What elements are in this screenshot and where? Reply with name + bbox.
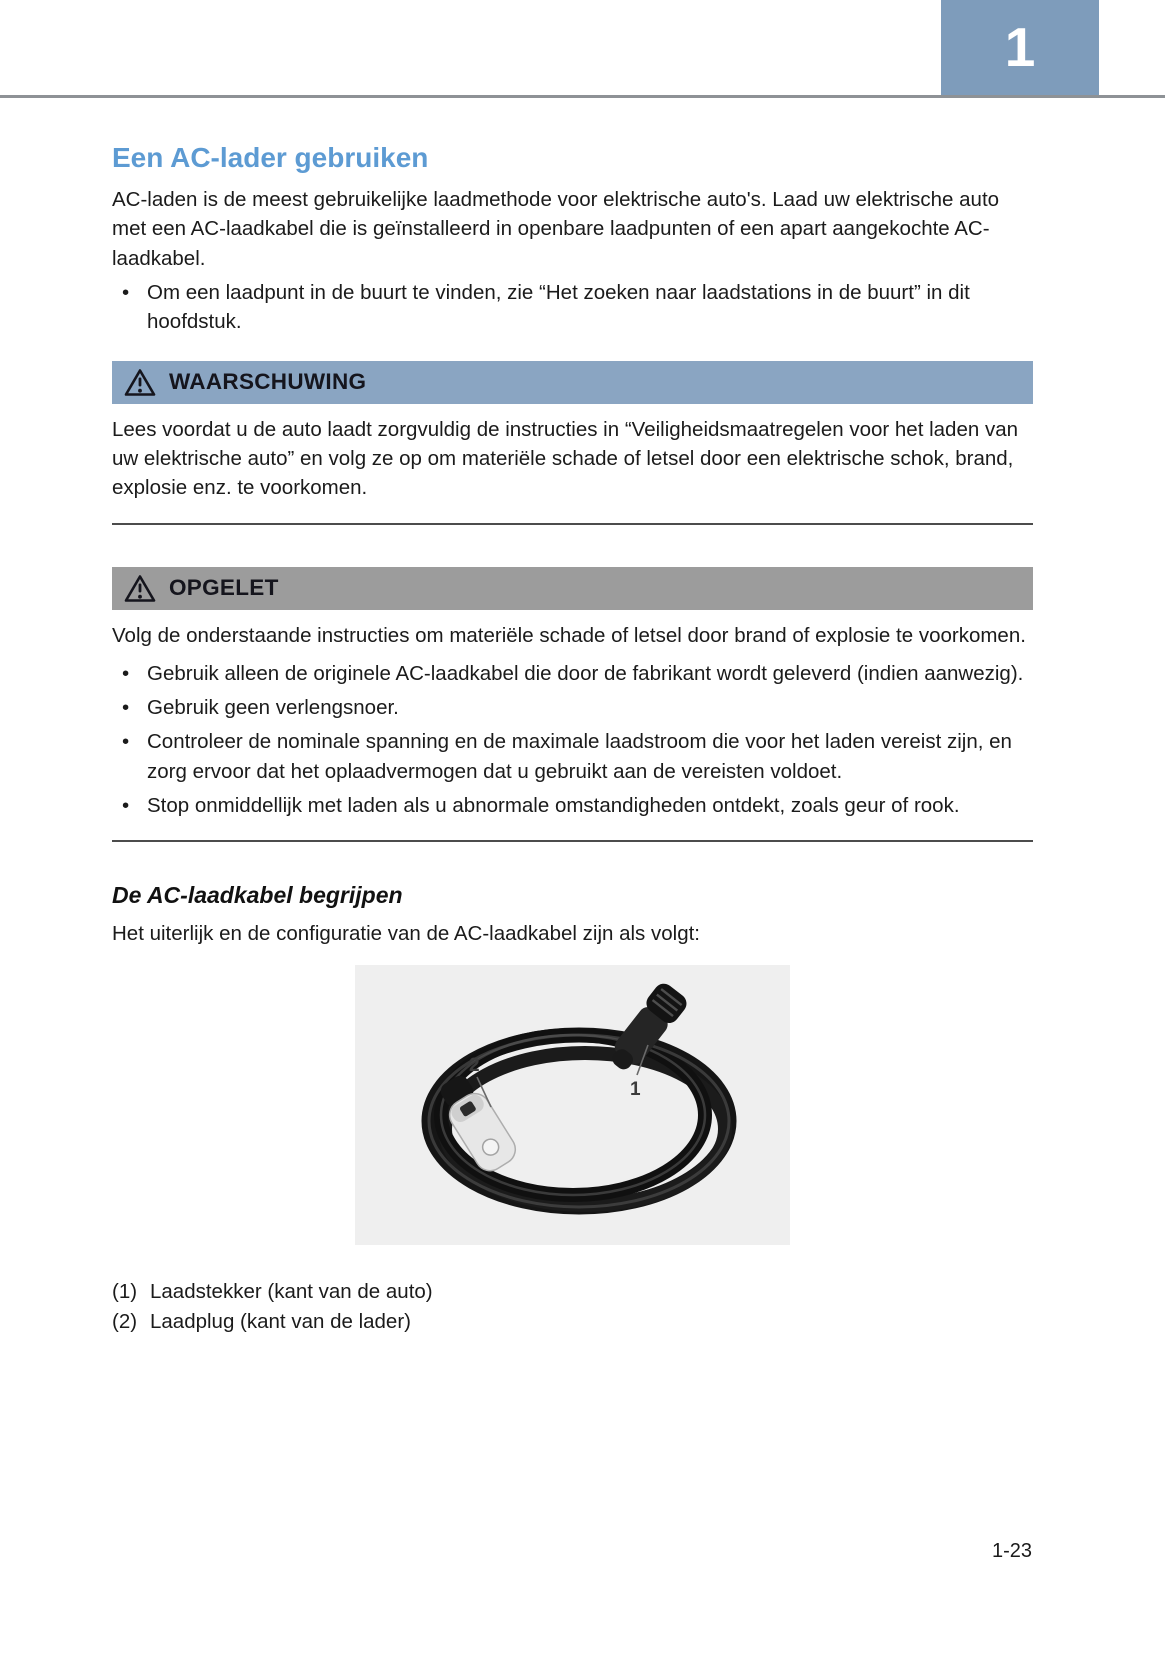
warning-section: [112, 361, 1033, 525]
list-item: [112, 278, 1033, 337]
bullet-marker: •: [122, 661, 130, 685]
cable-figure-svg: [355, 965, 790, 1245]
chapter-number: 1: [1004, 16, 1036, 78]
bullet-marker: •: [122, 280, 130, 304]
intro-paragraph: AC-laden is de meest gebruikelijke laadmethode voor elektrische auto's. Laad uw elektrische auto met een AC-laadkabel die is geïnstalleerd in openbare laadpunten of een apart aangekochte AC-laadkabel.: [112, 188, 1000, 270]
caution-bullet-list: [112, 659, 1033, 821]
chapter-tab: [941, 0, 1099, 95]
intro-bullet-list: [112, 278, 1033, 337]
figure-label-1: 1: [630, 1078, 641, 1100]
caution-section: [112, 567, 1033, 843]
page-content: [112, 98, 1033, 1338]
bullet-text: Gebruik geen verlengsnoer.: [147, 696, 399, 720]
figure-legend: [112, 1277, 1033, 1339]
list-item: [112, 659, 1033, 688]
bullet-text: Gebruik alleen de originele AC-laadkabel die door de fabrikant wordt geleverd (indien aanwezig).: [147, 661, 1024, 685]
section-title: De AC-laadkabel begrijpen: [112, 882, 403, 909]
warning-divider: [112, 523, 1033, 525]
legend-text: Laadstekker (kant van de auto): [150, 1279, 433, 1303]
caution-intro: Volg de onderstaande instructies om materiële schade of letsel door brand of explosie te voorkomen.: [112, 623, 1026, 647]
figure-label-2: 2: [469, 1054, 480, 1076]
list-item: [112, 727, 1033, 786]
warning-text: Lees voordat u de auto laadt zorgvuldig de instructies in “Veiligheidsmaatregelen voor het laden van uw elektrische auto” en volg ze op om materiële schade of letsel door een elektrische schok, brand, explosie enz. te voorkomen.: [112, 417, 1018, 500]
caution-divider: [112, 840, 1033, 842]
bullet-text: Om een laadpunt in de buurt te vinden, zie “Het zoeken naar laadstations in de buurt” in dit hoofdstuk.: [147, 280, 970, 334]
warning-header-bar: [112, 361, 1033, 404]
caution-header-bar: [112, 567, 1033, 610]
legend-item: [112, 1307, 1033, 1338]
caution-label: OPGELET: [169, 575, 279, 600]
page-number: 1-23: [991, 1540, 1032, 1562]
page-title: Een AC-lader gebruiken: [112, 142, 429, 173]
bullet-marker: •: [122, 794, 130, 818]
bullet-marker: •: [122, 696, 130, 720]
cable-figure: [355, 965, 790, 1245]
list-item: [112, 693, 1033, 722]
legend-number: (2): [112, 1310, 138, 1334]
legend-item: [112, 1277, 1033, 1308]
warning-triangle-icon: [124, 368, 156, 397]
bullet-marker: •: [122, 730, 130, 754]
caution-triangle-icon: [124, 574, 156, 603]
section-intro: Het uiterlijk en de configuratie van de AC-laadkabel zijn als volgt:: [112, 922, 700, 946]
list-item: [112, 791, 1033, 820]
warning-label: WAARSCHUWING: [169, 369, 367, 395]
legend-number: (1): [112, 1279, 138, 1303]
legend-text: Laadplug (kant van de lader): [150, 1310, 411, 1334]
bullet-text: Controleer de nominale spanning en de maximale laadstroom die voor het laden vereist zijn, en zorg ervoor dat het oplaadvermogen dat u gebruikt aan de vereisten voldoet.: [147, 730, 1012, 783]
bullet-text: Stop onmiddellijk met laden als u abnormale omstandigheden ontdekt, zoals geur of rook.: [147, 794, 960, 818]
